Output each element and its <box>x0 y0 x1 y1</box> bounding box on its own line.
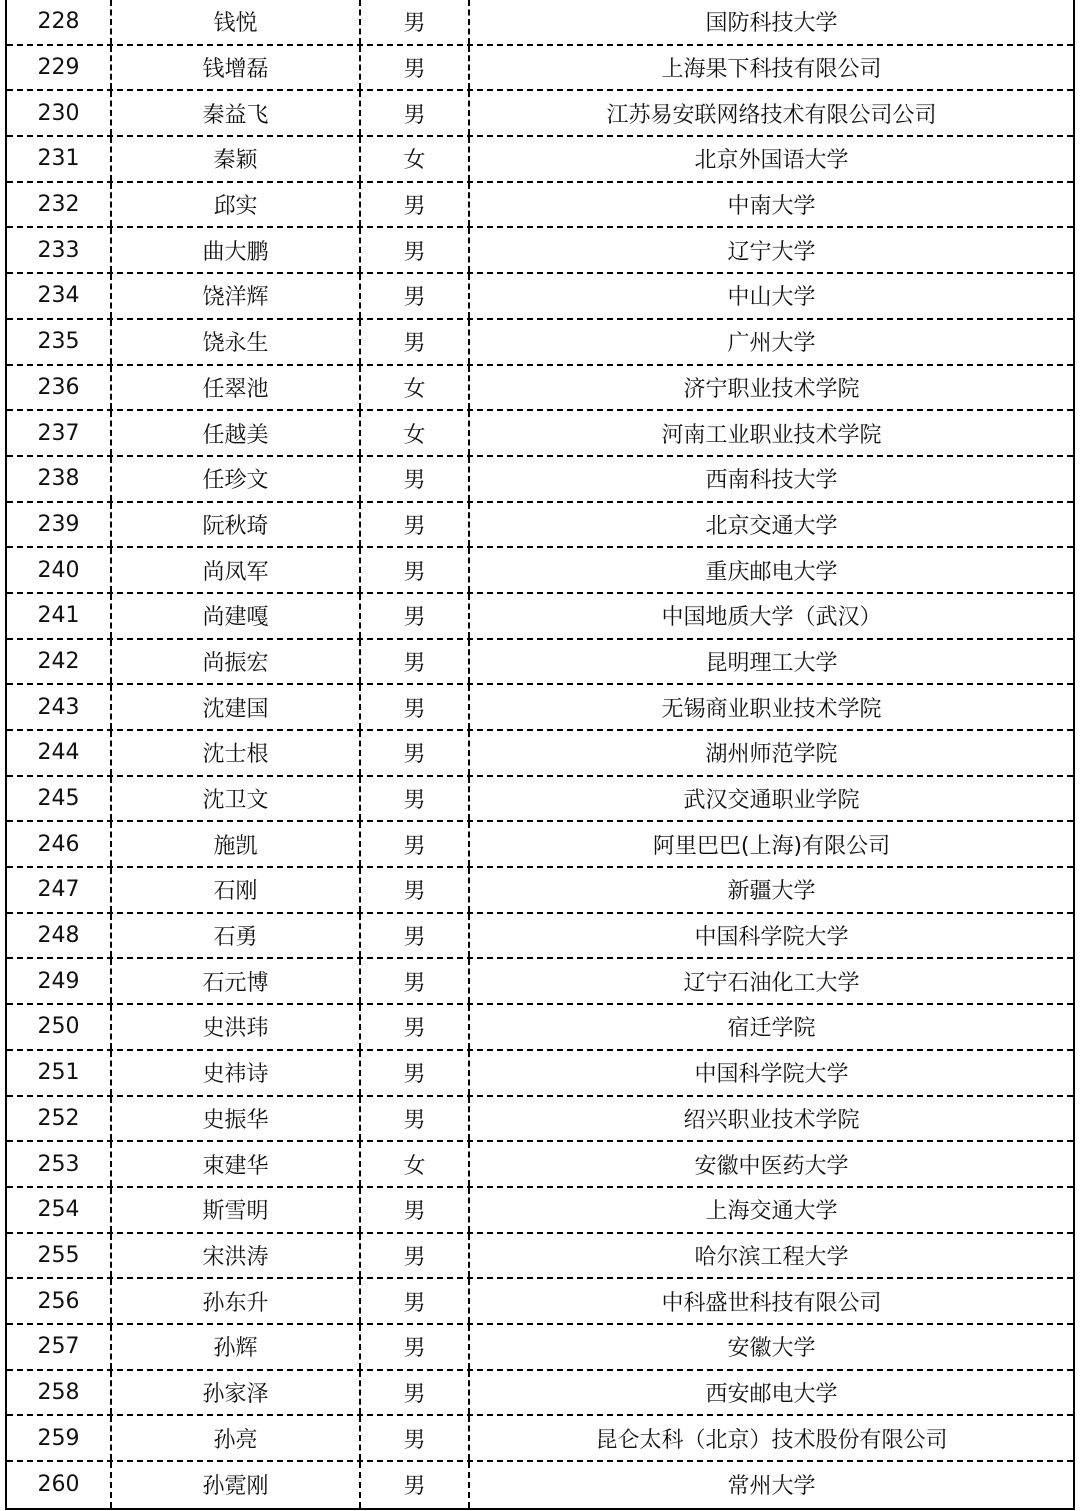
member-organization: 西南科技大学 <box>705 468 838 494</box>
member-gender: 女 <box>361 137 470 181</box>
member-organization: 广州大学 <box>727 331 816 357</box>
table-row <box>7 1416 1073 1462</box>
row-number: 234 <box>7 274 112 318</box>
member-name: 尚凤军 <box>112 548 361 592</box>
table-row <box>7 731 1073 777</box>
member-organization: 中国科学院大学 <box>694 925 849 951</box>
table-row <box>7 366 1073 412</box>
table-row <box>7 959 1073 1005</box>
member-name: 史祎诗 <box>112 1051 361 1095</box>
member-gender: 女 <box>361 411 470 455</box>
member-organization: 昆明理工大学 <box>705 650 838 676</box>
member-organization: 中山大学 <box>727 285 816 311</box>
table-row <box>7 1051 1073 1097</box>
member-organization: 安徽大学 <box>727 1336 816 1362</box>
row-number: 240 <box>7 548 112 592</box>
table-row <box>7 46 1073 92</box>
table-row <box>7 228 1073 274</box>
member-gender: 男 <box>361 777 470 821</box>
table-row <box>7 685 1073 731</box>
table-row <box>7 594 1073 640</box>
row-number: 236 <box>7 366 112 410</box>
row-number: 235 <box>7 320 112 364</box>
member-name: 石元博 <box>112 959 361 1003</box>
member-organization: 中国科学院大学 <box>694 1062 849 1088</box>
member-organization: 绍兴职业技术学院 <box>683 1107 860 1133</box>
table-row <box>7 137 1073 183</box>
row-number: 255 <box>7 1234 112 1278</box>
member-name: 施凯 <box>112 822 361 866</box>
member-name: 孙辉 <box>112 1325 361 1369</box>
member-organization: 阿里巴巴(上海)有限公司 <box>652 833 891 859</box>
table-row <box>7 457 1073 503</box>
table-row <box>7 1097 1073 1143</box>
member-name: 钱悦 <box>112 0 361 44</box>
member-name: 阮秋琦 <box>112 503 361 547</box>
row-number: 250 <box>7 1005 112 1049</box>
row-number: 233 <box>7 228 112 272</box>
member-name: 秦益飞 <box>112 91 361 135</box>
member-name: 孙霓刚 <box>112 1462 361 1508</box>
member-name: 孙家泽 <box>112 1371 361 1415</box>
member-name: 任越美 <box>112 411 361 455</box>
member-gender: 男 <box>361 1097 470 1141</box>
member-gender: 男 <box>361 1462 470 1508</box>
member-organization: 新疆大学 <box>727 879 816 905</box>
row-number: 237 <box>7 411 112 455</box>
member-name: 尚振宏 <box>112 640 361 684</box>
row-number: 230 <box>7 91 112 135</box>
row-number: 241 <box>7 594 112 638</box>
table-row <box>7 1371 1073 1417</box>
member-organization: 上海果下科技有限公司 <box>661 57 882 83</box>
member-gender: 女 <box>361 1142 470 1186</box>
table-row <box>7 868 1073 914</box>
row-number: 253 <box>7 1142 112 1186</box>
row-number: 229 <box>7 46 112 90</box>
member-gender: 男 <box>361 731 470 775</box>
row-number: 238 <box>7 457 112 501</box>
member-gender: 男 <box>361 46 470 90</box>
member-name: 斯雪明 <box>112 1188 361 1232</box>
row-number: 245 <box>7 777 112 821</box>
member-name: 邱实 <box>112 183 361 227</box>
member-name: 沈卫文 <box>112 777 361 821</box>
member-organization: 哈尔滨工程大学 <box>694 1244 849 1270</box>
member-gender: 男 <box>361 274 470 318</box>
member-organization: 无锡商业职业技术学院 <box>661 696 882 722</box>
row-number: 243 <box>7 685 112 729</box>
row-number: 228 <box>7 0 112 44</box>
member-name: 饶永生 <box>112 320 361 364</box>
member-gender: 男 <box>361 640 470 684</box>
member-gender: 男 <box>361 1188 470 1232</box>
row-number: 248 <box>7 914 112 958</box>
row-number: 254 <box>7 1188 112 1232</box>
table-row <box>7 548 1073 594</box>
member-organization: 常州大学 <box>727 1474 816 1500</box>
member-organization: 昆仑太科（北京）技术股份有限公司 <box>595 1427 948 1453</box>
member-name: 史洪玮 <box>112 1005 361 1049</box>
row-number: 247 <box>7 868 112 912</box>
member-gender: 男 <box>361 914 470 958</box>
member-name: 石勇 <box>112 914 361 958</box>
member-gender: 男 <box>361 1051 470 1095</box>
member-organization: 江苏易安联网络技术有限公司公司 <box>606 102 937 128</box>
member-name: 宋洪涛 <box>112 1234 361 1278</box>
member-gender: 男 <box>361 0 470 44</box>
table-row <box>7 411 1073 457</box>
member-gender: 男 <box>361 91 470 135</box>
table-row <box>7 183 1073 229</box>
row-number: 246 <box>7 822 112 866</box>
member-organization: 辽宁石油化工大学 <box>683 970 860 996</box>
table-row <box>7 777 1073 823</box>
member-name: 孙亮 <box>112 1416 361 1460</box>
member-gender: 男 <box>361 959 470 1003</box>
table-row <box>7 1005 1073 1051</box>
member-name: 钱增磊 <box>112 46 361 90</box>
member-gender: 男 <box>361 228 470 272</box>
table-row <box>7 1234 1073 1280</box>
row-number: 249 <box>7 959 112 1003</box>
member-name: 束建华 <box>112 1142 361 1186</box>
row-number: 258 <box>7 1371 112 1415</box>
member-organization: 中科盛世科技有限公司 <box>661 1290 882 1316</box>
member-organization: 北京交通大学 <box>705 513 838 539</box>
table-row <box>7 274 1073 320</box>
row-number: 239 <box>7 503 112 547</box>
table-row <box>7 640 1073 686</box>
member-name: 沈建国 <box>112 685 361 729</box>
member-organization: 西安邮电大学 <box>705 1381 838 1407</box>
member-gender: 男 <box>361 1005 470 1049</box>
row-number: 242 <box>7 640 112 684</box>
member-organization: 安徽中医药大学 <box>694 1153 849 1179</box>
member-gender: 男 <box>361 594 470 638</box>
table-row <box>7 503 1073 549</box>
row-number: 260 <box>7 1462 112 1508</box>
member-name: 尚建嘎 <box>112 594 361 638</box>
table-row <box>7 91 1073 137</box>
member-gender: 男 <box>361 503 470 547</box>
member-organization: 北京外国语大学 <box>694 148 849 174</box>
member-organization: 济宁职业技术学院 <box>683 376 860 402</box>
table-row <box>7 0 1073 46</box>
row-number: 251 <box>7 1051 112 1095</box>
member-gender: 女 <box>361 366 470 410</box>
member-gender: 男 <box>361 822 470 866</box>
table-row <box>7 1325 1073 1371</box>
member-organization: 重庆邮电大学 <box>705 559 838 585</box>
member-organization: 湖州师范学院 <box>705 742 838 768</box>
member-organization: 上海交通大学 <box>705 1199 838 1225</box>
member-gender: 男 <box>361 1325 470 1369</box>
member-gender: 男 <box>361 183 470 227</box>
row-number: 231 <box>7 137 112 181</box>
row-number: 252 <box>7 1097 112 1141</box>
row-number: 256 <box>7 1279 112 1323</box>
table-row <box>7 822 1073 868</box>
table-row <box>7 1279 1073 1325</box>
member-table <box>5 0 1075 1510</box>
member-organization: 中南大学 <box>727 194 816 220</box>
member-organization: 武汉交通职业学院 <box>683 788 860 814</box>
member-name: 沈士根 <box>112 731 361 775</box>
row-number: 232 <box>7 183 112 227</box>
member-gender: 男 <box>361 1416 470 1460</box>
member-name: 史振华 <box>112 1097 361 1141</box>
row-number: 259 <box>7 1416 112 1460</box>
table-row <box>7 914 1073 960</box>
member-organization: 中国地质大学（武汉） <box>661 605 882 631</box>
member-organization: 国防科技大学 <box>705 11 838 37</box>
member-name: 曲大鹏 <box>112 228 361 272</box>
member-organization: 宿迁学院 <box>727 1016 816 1042</box>
member-name: 任翠池 <box>112 366 361 410</box>
member-name: 孙东升 <box>112 1279 361 1323</box>
row-number: 244 <box>7 731 112 775</box>
table-row <box>7 320 1073 366</box>
member-gender: 男 <box>361 868 470 912</box>
member-gender: 男 <box>361 457 470 501</box>
member-gender: 男 <box>361 1279 470 1323</box>
member-name: 任珍文 <box>112 457 361 501</box>
member-name: 饶洋辉 <box>112 274 361 318</box>
member-name: 石刚 <box>112 868 361 912</box>
member-organization: 河南工业职业技术学院 <box>661 422 882 448</box>
member-gender: 男 <box>361 320 470 364</box>
table-row <box>7 1188 1073 1234</box>
table-row <box>7 1142 1073 1188</box>
row-number: 257 <box>7 1325 112 1369</box>
member-gender: 男 <box>361 685 470 729</box>
table-row <box>7 1462 1073 1508</box>
member-gender: 男 <box>361 1371 470 1415</box>
member-name: 秦颖 <box>112 137 361 181</box>
member-gender: 男 <box>361 548 470 592</box>
member-gender: 男 <box>361 1234 470 1278</box>
member-organization: 辽宁大学 <box>727 239 816 265</box>
